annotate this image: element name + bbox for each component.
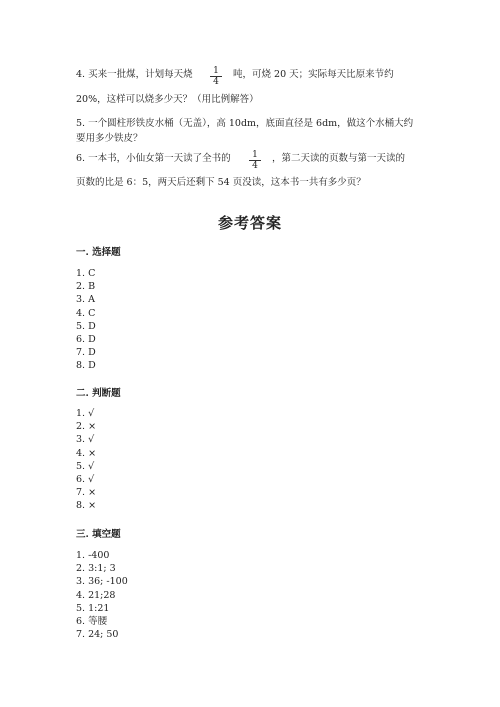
- question-4-line-2: [76, 94, 259, 106]
- answer-list-fill: [76, 549, 128, 641]
- question-5-line-1: [76, 118, 413, 130]
- question-4-text-c: 20%，这样可以烧多少天？（用比例解答）: [76, 94, 259, 105]
- question-6-text-a: 6. 一本书，小仙女第一天读了全书的: [76, 153, 231, 164]
- answer-item: 1. √: [76, 408, 95, 419]
- fraction-denominator: 4: [252, 161, 258, 171]
- answer-item: 8. D: [76, 360, 96, 372]
- question-4-text-b: 吨，可烧 20 天；实际每天比原来节约: [233, 69, 394, 80]
- answer-item: 1. C: [76, 268, 96, 279]
- section-heading-judge: 二. 判断题: [76, 388, 121, 399]
- question-4-line-1: [76, 69, 193, 81]
- answer-item: 4. ×: [76, 447, 97, 459]
- answer-item: 8. ×: [76, 500, 97, 512]
- answer-item: 1. -400: [76, 550, 110, 561]
- answer-item: 6. √: [76, 473, 95, 485]
- question-6-text-c: 页数的比是 6：5，两天后还剩下 54 页没读，这本书一共有多少页？: [76, 177, 366, 188]
- answer-item: 5. 1:21: [76, 602, 110, 614]
- question-4-text-a: 4. 买来一批煤，计划每天烧: [76, 69, 193, 80]
- fraction-numerator: 1: [210, 66, 222, 77]
- answer-title: 参考答案: [217, 214, 282, 232]
- fraction-numerator: 1: [249, 150, 261, 161]
- answer-item: 5. D: [76, 320, 96, 332]
- answer-item: 3. √: [76, 434, 95, 446]
- section-heading-fill: 三. 填空题: [76, 529, 121, 540]
- question-4-line-1b: [233, 69, 394, 81]
- answer-list-judge: [76, 407, 96, 513]
- answer-item: 2. 3:1; 3: [76, 563, 116, 575]
- answer-item: 2. B: [76, 281, 96, 293]
- question-6-line-2: [76, 177, 366, 189]
- question-5-text-b: 要用多少铁皮？: [76, 133, 143, 144]
- answer-item: 4. 21;28: [76, 589, 116, 601]
- answer-item: 5. √: [76, 460, 95, 472]
- answer-item: 6. 等腰: [76, 615, 108, 627]
- fraction-one-quarter-q6: [249, 150, 261, 171]
- answer-item: 2. ×: [76, 421, 97, 433]
- answer-item: 7. D: [76, 347, 96, 359]
- answer-item: 7. ×: [76, 487, 97, 499]
- question-5-text-a: 5. 一个圆柱形铁皮水桶（无盖），高 10dm，底面直径是 6dm，做这个水桶大约: [76, 118, 414, 129]
- question-6-line-1: [76, 153, 231, 165]
- fraction-denominator: 4: [213, 77, 219, 87]
- section-heading-choice: 一. 选择题: [76, 247, 121, 258]
- answer-item: 6. D: [76, 333, 96, 345]
- answer-item: 3. A: [76, 294, 95, 306]
- answer-list-choice: [76, 267, 96, 373]
- answer-item: 4. C: [76, 307, 96, 319]
- question-5-line-2: [76, 133, 143, 145]
- answer-item: 3. 36; -100: [76, 576, 128, 588]
- fraction-one-quarter: [210, 66, 222, 87]
- question-6-line-1b: [272, 153, 405, 165]
- answer-item: 7. 24; 50: [76, 629, 119, 641]
- question-6-text-b: ，第二天读的页数与第一天读的: [272, 153, 406, 164]
